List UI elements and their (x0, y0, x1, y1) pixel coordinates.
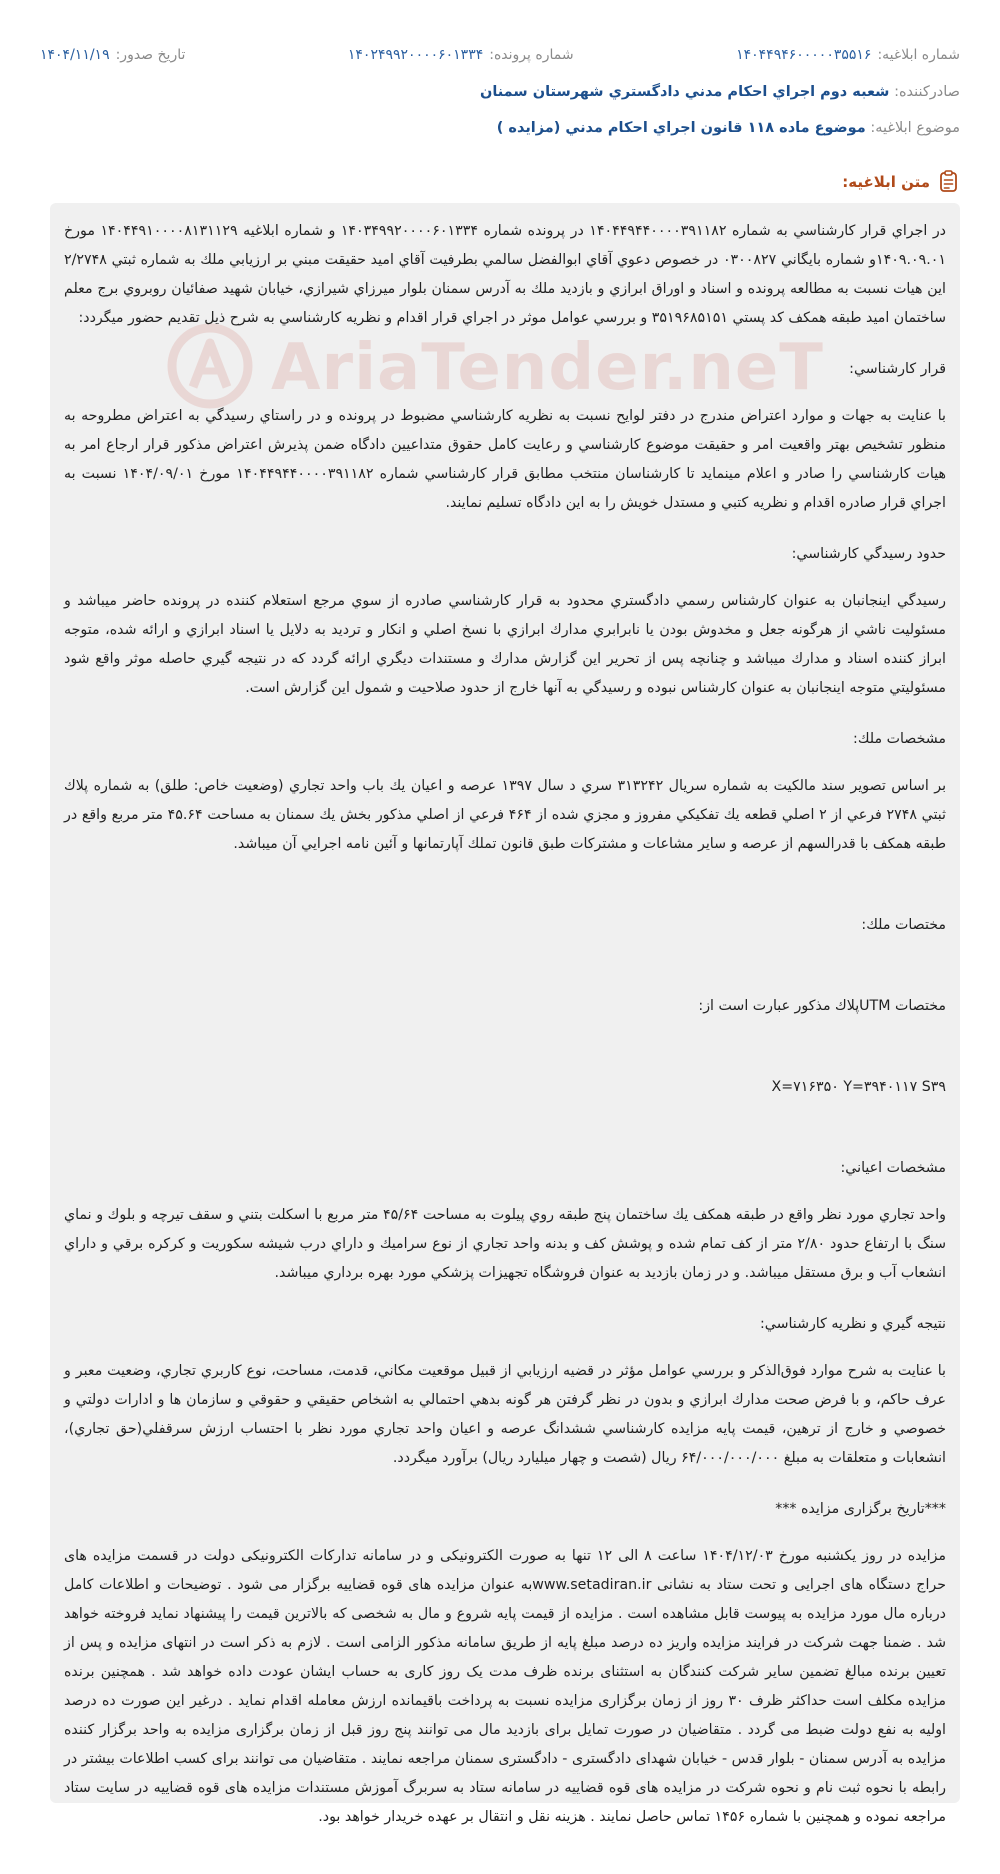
heading-property-coordinates: مختصات ملك: (861, 917, 946, 933)
heading-conclusion: نتيجه گيري و نظريه كارشناسي: (759, 1316, 946, 1332)
heading-review-scope: حدود رسيدگي كارشناسي: (791, 546, 946, 562)
paragraph-expert-order: با عنايت به جهات و موارد اعتراض مندرج در دفتر لوايح نسبت به نظريه كارشناسي مضبوط در پرونده و در راستاي رسيدگي به اعتراض مطروحه به منظور تشخيص بهتر واقعيت امر و حقيقت موضوع كارشناسي و رعايت كامل حقوق متداعيين دادگاه ضمن پذيرش اعتراض مذكور قرار ارجاع امر به هيات كارشناسي را صادر و اعلام مينمايد تا كارشناسان منتخب مطابق قرار كارشناسي شماره ۱۴۰۴۴۹۴۴۰۰۰۰۳۹۱۱۸۲ مورخ ۱۴۰۴/۰۹/۰۱ نسبت به اجراي قرار صادره اقدام و نظريه كتبي و مستدل خويش را به اين دادگاه تسليم نمايند. (64, 408, 946, 511)
section-title (842, 170, 960, 194)
paragraph-conclusion: با عنايت به شرح موارد فوق‌الذكر و بررسي عوامل مؤثر در قضيه ارزيابي از قبيل موقعيت مكاني، قدمت، مساحت، نوع كاربري تجاري، وضعيت معبر و عرف حاكم، و با فرض صحت مدارك ابرازي و بدون در نظر گرفتن هر گونه بدهي احتمالي به اشخاص حقيقي و حقوقي و سازمان ها و ادارات دولتي و خصوصي و خارج از ترهين، قيمت پايه مزايده كارشناسي ششدانگ عرصه و اعيان واحد تجاري مورد نظر با احتساب ارزش سرقفلي(حق تجاري)، انشعابات و متعلقات به مبلغ ۶۴/۰۰۰/۰۰۰/۰۰۰ ريال (شصت و چهار ميليارد ريال) برآورد ميگردد. (64, 1363, 946, 1466)
notice-body-panel (50, 203, 960, 1825)
heading-expert-order: قرار كارشناسي: (849, 361, 946, 377)
heading-auction-date: ***تاریخ برگزاری مزایده *** (775, 1501, 946, 1517)
subject-row (497, 120, 960, 136)
issue-date: ۱۴۰۴/۱۱/۱۹ (40, 47, 110, 63)
notice-meta-row (40, 47, 960, 63)
heading-building-specs: مشخصات اعياني: (840, 1160, 946, 1176)
issuer: شعبه دوم اجراي احكام مدني دادگستري شهرستان سمنان (479, 84, 890, 100)
paragraph-utm-intro: مختصات UTMپلاك مذكور عبارت است از: (698, 998, 946, 1014)
document-icon (938, 170, 960, 194)
section-title-text: متن ابلاغيه: (842, 173, 930, 191)
watermark-text: AriaTender.neT (271, 331, 824, 405)
paragraph-auction-details: مزایده در روز یکشنبه مورخ ۱۴۰۴/۱۲/۰۳ ساعت ۸ الی ۱۲ تنها به صورت الکترونیکی و در سامانه تدارکات الکترونیکی دولت در قسمت مزایده های حراج دستگاه های اجرایی و تحت ستاد به نشانی www.setadiran.irبه عنوان مزایده های قوه قضاییه برگزار می شود . توضیحات و اطلاعات کامل درباره مال مورد مزایده به پیوست قابل مشاهده است . مزایده از قیمت پایه شروع و مال به شخصی که بالاترین قیمت را پیشنهاد نماید فروخته خواهد شد . ضمنا جهت شرکت در فرایند مزایده واریز ده درصد مبلغ پایه از طریق سامانه مذکور الزامی است . لازم به ذکر است در انتهای مزایده و پس از تعیین برنده مبالغ تضمین سایر شرکت کنندگان به استثنای برنده ظرف مدت یک روز کاری به حساب ایشان عودت داده خواهد شد . همچنین برنده مزایده مکلف است حداکثر ظرف ۳۰ روز از زمان برگزاری مزایده نسبت به پرداخت باقیمانده ارزش معامله اقدام نماید . درغیر این صورت ده درصد اولیه به نفع دولت ضبط می گردد . متقاضیان در صورت تمایل برای بازدید مال می توانند پنج روز قبل از زمان برگزاری مزایده به واحد برگزار کننده مزایده به آدرس سمنان - بلوار قدس - خیابان شهدای دادگستری - دادگستری سمنان مراجعه نمایند . متقاضیان می توانند برای کسب اطلاعات بیشتر در رابطه با نحوه ثبت نام و نحوه شرکت در مزایده های قوه قضاییه در سامانه ستاد به سربرگ آموزش مستندات مزایده های قوه قضاییه در سایت ستاد مراجعه نموده و همچنین با شماره ۱۴۵۶ تماس حاصل نمایند . هزینه نقل و انتقال بر عهده خریدار خواهد بود. (64, 1548, 946, 1825)
issuer-label: صادرکننده: (894, 84, 960, 100)
subject: موضوع ماده ۱۱۸ قانون اجراي احكام مدني (مزايده ) (496, 120, 866, 136)
paragraph-property-specs: بر اساس تصوير سند مالكيت به شماره سريال ۳۱۳۲۴۲ سري د سال ۱۳۹۷ عرصه و اعيان يك باب واحد تجاري (وضعيت خاص: طلق) به شماره پلاك ثبتي ۲۷۴۸ فرعي از ۲ اصلي قطعه يك تفكيكي مفروز و مجزي شده از ۴۶۴ فرعي از اصلي مذكور بخش يك سمنان به مساحت ۴۵.۶۴ متر مربع واقع در طبقه همكف با قدرالسهم از عرصه و ساير مشاعات و مشتركات طبق قانون تملك آپارتمانها و آئين نامه اجرايي آن ميباشد. (64, 778, 947, 852)
paragraph-building-specs: واحد تجاري مورد نظر واقع در طبقه همكف يك ساختمان پنج طبقه روي پيلوت به مساحت ۴۵/۶۴ متر مربع با اسكلت بتني و سقف تيرچه و بلوك و نماي سنگ با ارتفاع حدود ۲/۸۰ متر از كف تمام شده و پوشش كف و بدنه واحد تجاري از نوع سراميك و داراي درب شيشه سكوريت و كركره برقي و داراي انشعاب آب و برق مستقل ميباشد. و در زمان بازديد به عنوان فروشگاه تجهيزات پزشكي مورد بهره برداري ميباشد. (64, 1207, 947, 1281)
subject-label: موضوع ابلاغيه: (870, 120, 960, 136)
case-number-label: شماره پرونده: (489, 47, 574, 63)
paragraph-review-scope: رسيدگي اينجانبان به عنوان كارشناس رسمي دادگستري محدود به قرار كارشناسي صادره از سوي مرجع استعلام كننده در پرونده حاضر ميباشد و مسئوليت ناشي از هرگونه جعل و مخدوش بودن يا نابرابري مدارك ابرازي با نسخ اصلي و انكار و ترديد به دلايل يا اسناد ابرازي و ارائه شده، متوجه ابراز كننده اسناد و مدارك ميباشد و چنانچه پس از تحرير اين گزارش مدارك و مستندات ديگري ارائه گردد كه در نتيجه گيري حاصله موثر واقع شود مسئوليتي متوجه اينجانبان به عنوان كارشناس نبوده و رسيدگي به آنها خارج از حدود صلاحيت و شمول اين گزارش است. (64, 593, 946, 696)
notice-number-group (736, 47, 960, 63)
utm-coordinates: X=۷۱۶۳۵۰ Y=۳۹۴۰۱۱۷ S۳۹ (771, 1079, 946, 1095)
notice-text (64, 217, 946, 1832)
notice-number: ۱۴۰۴۴۹۴۶۰۰۰۰۰۳۵۵۱۶ (736, 47, 872, 63)
issue-date-label: تاريخ صدور: (115, 47, 186, 63)
paragraph-intro: در اجراي قرار كارشناسي به شماره ۱۴۰۴۴۹۴۴۰۰۰۰۳۹۱۱۸۲ در پرونده شماره ۱۴۰۳۴۹۹۲۰۰۰۰۶۰۱۳۳۴ و شماره ابلاغيه ۱۴۰۴۴۹۱۰۰۰۰۸۱۳۱۱۲۹ مورخ ۱۴۰۹.۰۹.۰۱و شماره بايگاني ۰۳۰۰۸۲۷ در خصوص دعوي آقاي ابوالفضل سالمي بطرفيت آقاي امید حقيقت مبني بر ارزيابي ملك به شماره ثبتي ۲/۲۷۴۸ اين هيات نسبت به مطالعه پرونده و اسناد و اوراق ابرازي و بازديد ملك به آدرس سمنان بلوار ميرزاي شيرازي، خيابان شهيد صفائيان روبروي برج معلم ساختمان اميد طبقه همكف كد پستي ۳۵۱۹۶۸۵۱۵۱ و بررسي عوامل موثر در اجراي قرار اقدام و نظريه كارشناسي به شرح ذيل تقديم حضور ميگردد: (64, 223, 947, 326)
notice-number-label: شماره ابلاغيه: (877, 47, 960, 63)
issue-date-group (40, 47, 185, 63)
case-number-group (348, 47, 574, 63)
issuer-row (480, 84, 960, 100)
heading-property-specs: مشخصات ملك: (853, 731, 946, 747)
case-number: ۱۴۰۲۴۹۹۲۰۰۰۰۶۰۱۳۳۴ (347, 47, 484, 63)
